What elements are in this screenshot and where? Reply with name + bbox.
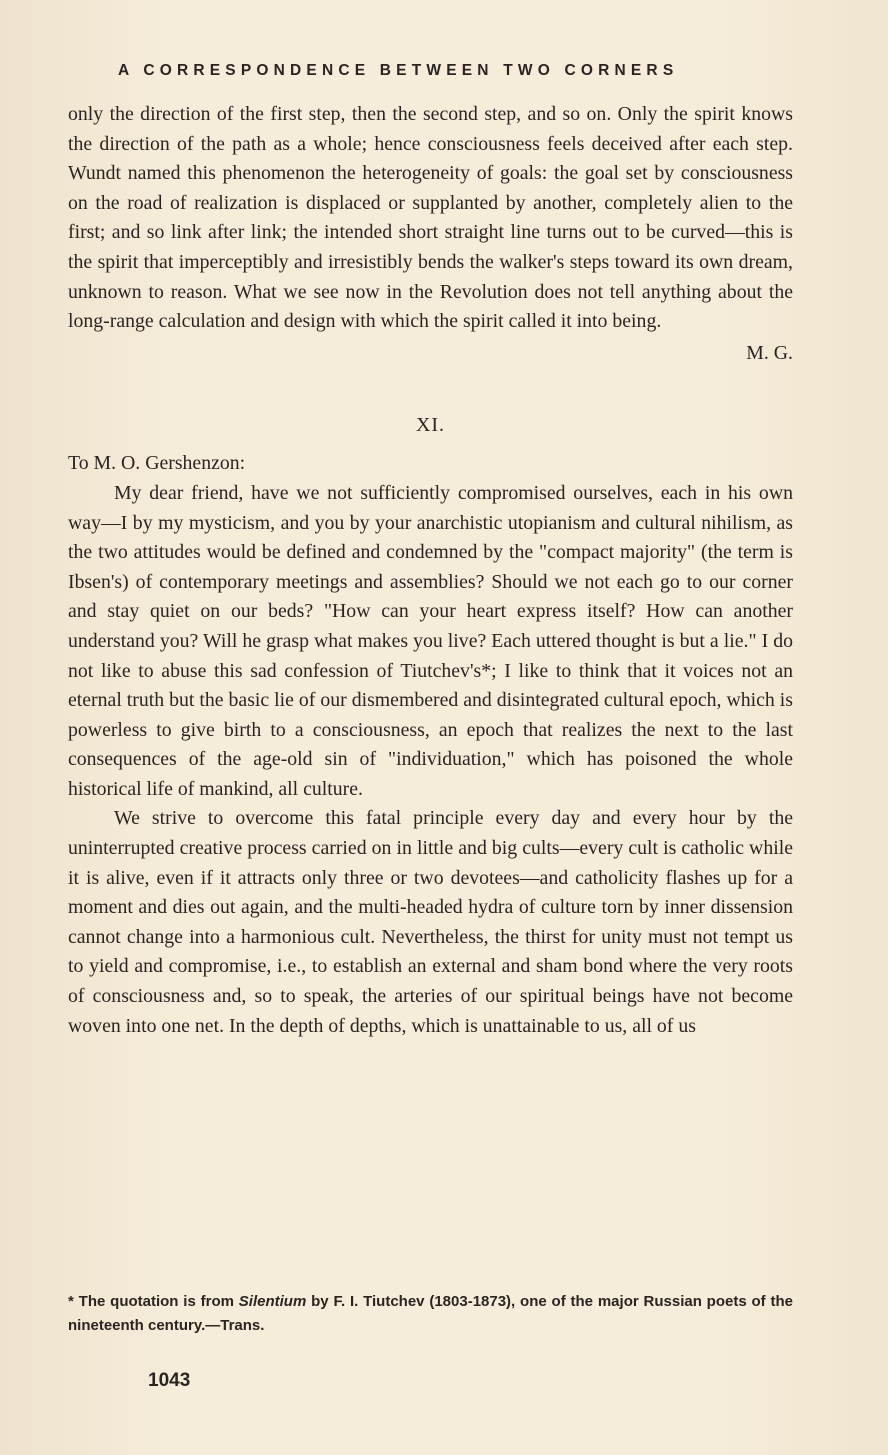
page-number: 1043 xyxy=(148,1370,191,1391)
footnote xyxy=(68,1290,793,1338)
paragraph-1: only the direction of the first step, then the second step, and so on. Only the spirit knows the direction of the path as a whole; hence consciousness feels deceived after each step. Wundt named this phenomenon the heterogeneity of goals: the goal set by consciousness on the road of realization is displaced or supplanted by another, completely alien to the first; and so link after link; the intended short straight line turns out to be curved—this is the spirit that imperceptibly and irresistibly bends the walker's steps toward its own dream, unknown to reason. What we see now in the Revolution does not tell anything about the long-range calculation and design with which the spirit called it into being. xyxy=(68,103,793,333)
running-head: A CORRESPONDENCE BETWEEN TWO CORNERS xyxy=(118,62,679,79)
page-body xyxy=(68,100,793,1041)
addressee-line: To M. O. Gershenzon: xyxy=(68,452,246,475)
paragraph-3: We strive to overcome this fatal principle every day and every hour by the uninterrupted creative process carried on in little and big cults—every cult is catholic while it is alive, even if it attracts only three or two devotees—and catholicity flashes up for a moment and dies out again, and the multi-headed hydra of culture torn by inner dissension cannot change into a harmonious cult. Nevertheless, the thirst for unity must not tempt us to yield and compromise, i.e., to establish an external and sham bond where the very roots of consciousness and, so to speak, the arteries of our spiritual beings have not become woven into one net. In the depth of depths, which is unattainable to us, all of us xyxy=(68,807,793,1037)
paragraph-2: My dear friend, have we not sufficiently compromised ourselves, each in his own way—I by my mysticism, and you by your anarchistic utopianism and cultural nihilism, as the two attitudes would be defined and condemned by the "compact majority" (the term is Ibsen's) of contemporary meetings and assemblies? Should we not each go to our corner and stay quiet on our beds? "How can your heart express itself? How can another understand you? Will he grasp what makes you live? Each uttered thought is but a lie." I do not like to abuse this sad confession of Tiutchev's*; I like to think that it voices not an eternal truth but the basic lie of our dismembered and disintegrated cultural epoch, which is powerless to give birth to a consciousness, an epoch that realizes the next to the last consequences of the age-old sin of "individuation," which has poisoned the whole historical life of mankind, all culture. xyxy=(68,481,793,800)
signature: M. G. xyxy=(746,341,793,364)
footnote-title: Silentium xyxy=(238,1293,307,1310)
footnote-prefix: * The quotation is from xyxy=(68,1293,239,1310)
footnote-suffix: by F. I. Tiutchev (1803-1873), one of the major Russian poets of the nineteenth century.—Trans. xyxy=(68,1293,793,1334)
section-number: XI. xyxy=(415,414,446,437)
